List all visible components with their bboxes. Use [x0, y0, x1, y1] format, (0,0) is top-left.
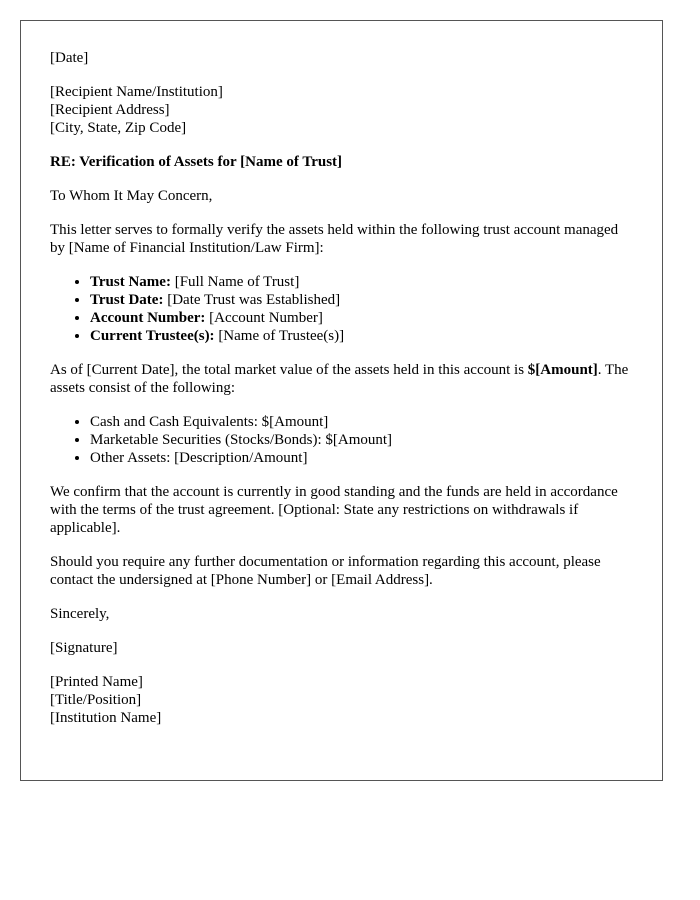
list-item: • Cash and Cash Equivalents: $[Amount]	[90, 413, 633, 431]
list-item	[90, 273, 633, 291]
contact-paragraph: Should you require any further documentation or information regarding this account, please contact the undersigned at [Phone Number] or [Email Address].	[50, 554, 601, 588]
detail-value: [Name of Trustee(s)]	[214, 328, 345, 344]
detail-label: Trust Name:	[90, 274, 171, 290]
total-amount: $[Amount]	[527, 362, 598, 378]
intro-paragraph: This letter serves to formally verify the assets held within the following trust account managed by [Name of Financial Institution/Law Firm]:	[50, 222, 619, 256]
list-item	[90, 291, 633, 309]
value-text: As of [Current Date], the total market value of the assets held in this account is	[50, 362, 528, 378]
list-item	[90, 327, 633, 345]
signer-institution: [Institution Name]	[50, 710, 162, 726]
assets-list	[50, 413, 633, 467]
list-item: • Other Assets: [Description/Amount]	[90, 449, 633, 467]
closing: Sincerely,	[50, 606, 110, 622]
date: [Date]	[50, 50, 89, 66]
list-item	[90, 309, 633, 327]
signer-title: [Title/Position]	[50, 692, 142, 708]
signer-name: [Printed Name]	[50, 674, 143, 690]
value-statement	[50, 361, 633, 397]
detail-value: [Account Number]	[205, 310, 323, 326]
detail-label: Account Number:	[90, 310, 206, 326]
detail-value: [Full Name of Trust]	[170, 274, 300, 290]
recipient-city: [City, State, Zip Code]	[50, 120, 187, 136]
signature: [Signature]	[50, 640, 118, 656]
subject-line: RE: Verification of Assets for [Name of Trust]	[50, 154, 343, 170]
trust-details-list	[50, 273, 633, 345]
confirmation-paragraph: We confirm that the account is currently in good standing and the funds are held in accordance with the terms of the trust agreement. [Optional: State any restrictions on withdrawals if applicable].	[50, 484, 618, 536]
letter	[20, 20, 663, 781]
signer-block	[50, 673, 633, 727]
recipient-block	[50, 83, 633, 137]
value-text-end: . The assets consist of the following:	[50, 362, 629, 396]
detail-label: Current Trustee(s):	[90, 328, 215, 344]
recipient-name: [Recipient Name/Institution]	[50, 84, 223, 100]
salutation: To Whom It May Concern,	[50, 188, 213, 204]
recipient-address: [Recipient Address]	[50, 102, 170, 118]
detail-label: Trust Date:	[90, 292, 164, 308]
detail-value: [Date Trust was Established]	[163, 292, 341, 308]
list-item: • Marketable Securities (Stocks/Bonds): $[Amount]	[90, 431, 633, 449]
